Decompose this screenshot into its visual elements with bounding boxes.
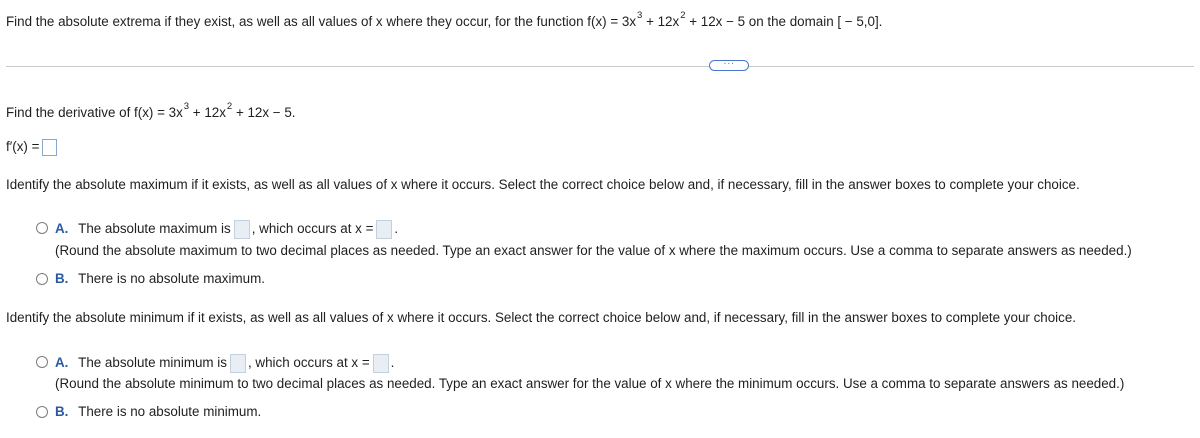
max-option-a-note: (Round the absolute maximum to two decimal places as needed. Type an exact answer for the value of x where the maximum occurs. Use a comma to separate answers as needed.) (55, 243, 1132, 258)
max-instruction: Identify the absolute maximum if it exists, as well as all values of x where it occurs. Select the correct choice below and, if necessary, fill in the answer boxes to complete your choice. (6, 177, 1080, 192)
max-x-input[interactable] (376, 220, 392, 239)
min-option-a-text-before: The absolute minimum is (78, 355, 227, 371)
min-option-b-letter: B. (55, 404, 69, 419)
min-option-b-text: There is no absolute minimum. (78, 404, 262, 419)
min-option-a[interactable] (55, 354, 394, 373)
min-option-a-text-after: . (390, 355, 395, 371)
min-option-b[interactable] (55, 404, 261, 419)
min-option-a-note: (Round the absolute minimum to two decimal places as needed. Type an exact answer for the value of x where the minimum occurs. Use a comma to separate answers as needed.) (55, 376, 1125, 391)
min-value-input[interactable] (230, 354, 246, 373)
min-x-input[interactable] (373, 354, 389, 373)
question-exponent-2: 2 (680, 10, 686, 21)
min-option-a-radio[interactable] (36, 356, 48, 368)
question-mid: + 12x (642, 14, 680, 29)
derivative-prompt-prefix: Find the derivative of f(x) = 3x (6, 105, 183, 120)
min-option-a-letter: A. (55, 355, 69, 371)
max-option-b-letter: B. (55, 271, 69, 286)
derivative-answer-row (6, 139, 57, 156)
max-option-b-text: There is no absolute maximum. (78, 271, 265, 286)
min-instruction: Identify the absolute minimum if it exists, as well as all values of x where it occurs. Select the correct choice below and, if necessary, fill in the answer boxes to complete your choice. (6, 310, 1077, 325)
min-option-b-radio[interactable] (36, 406, 48, 418)
max-option-a[interactable] (55, 220, 398, 239)
derivative-answer-input[interactable] (42, 139, 57, 156)
max-option-a-text-after: . (394, 221, 399, 237)
derivative-exponent-2: 2 (226, 101, 233, 112)
question-exponent-3: 3 (637, 10, 643, 21)
question-prefix: Find the absolute extrema if they exist, as well as all values of x where they occur, for the function f(x) = 3x (6, 14, 637, 29)
max-option-a-letter: A. (55, 221, 69, 237)
question-suffix: + 12x − 5 on the domain [ − 5,0]. (685, 14, 883, 29)
derivative-prompt-mid: + 12x (189, 105, 226, 120)
max-option-b-radio[interactable] (36, 273, 48, 285)
max-option-b[interactable] (55, 271, 265, 286)
max-option-a-radio[interactable] (36, 222, 48, 234)
section-divider (6, 66, 1194, 67)
max-option-a-text-before: The absolute maximum is (78, 221, 231, 237)
derivative-prompt-suffix: + 12x − 5. (232, 105, 296, 120)
derivative-prompt (6, 101, 296, 120)
min-option-a-text-middle: , which occurs at x = (247, 355, 370, 371)
more-options-button[interactable]: ··· (709, 60, 749, 71)
question-text (6, 10, 883, 29)
max-value-input[interactable] (234, 220, 250, 239)
derivative-exponent-3: 3 (183, 101, 190, 112)
derivative-label: f′(x) = (6, 139, 40, 155)
max-option-a-text-middle: , which occurs at x = (251, 221, 374, 237)
